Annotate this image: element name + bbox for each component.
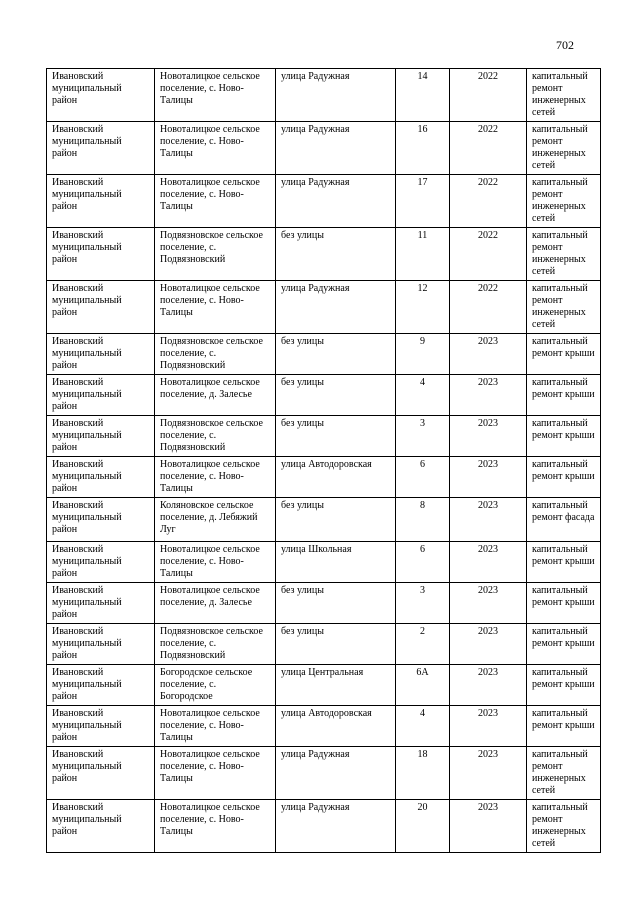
table-row xyxy=(47,665,601,706)
year-cell: 2023 xyxy=(450,334,527,375)
house-number-cell: 4 xyxy=(396,706,450,747)
year-cell: 2023 xyxy=(450,416,527,457)
settlement-cell: Подвязновское сельское поселение, с. Подвязновский xyxy=(155,416,276,457)
settlement-cell: Новоталицкое сельское поселение, с. Ново-Талицы xyxy=(155,800,276,853)
house-number-cell: 9 xyxy=(396,334,450,375)
year-cell: 2022 xyxy=(450,122,527,175)
table-row xyxy=(47,416,601,457)
year-cell: 2023 xyxy=(450,542,527,583)
table-row xyxy=(47,747,601,800)
street-cell: улица Радужная xyxy=(276,122,396,175)
house-number-cell: 3 xyxy=(396,583,450,624)
table-row xyxy=(47,542,601,583)
table-row xyxy=(47,228,601,281)
work-type-cell: капитальный ремонт крыши xyxy=(527,457,601,498)
table-row xyxy=(47,498,601,542)
table-row xyxy=(47,583,601,624)
district-cell: Ивановский муниципальный район xyxy=(47,122,155,175)
house-number-cell: 8 xyxy=(396,498,450,542)
street-cell: улица Радужная xyxy=(276,175,396,228)
house-number-cell: 3 xyxy=(396,416,450,457)
street-cell: улица Радужная xyxy=(276,281,396,334)
district-cell: Ивановский муниципальный район xyxy=(47,228,155,281)
street-cell: улица Центральная xyxy=(276,665,396,706)
district-cell: Ивановский муниципальный район xyxy=(47,542,155,583)
work-type-cell: капитальный ремонт крыши xyxy=(527,375,601,416)
district-cell: Ивановский муниципальный район xyxy=(47,416,155,457)
district-cell: Ивановский муниципальный район xyxy=(47,583,155,624)
settlement-cell: Новоталицкое сельское поселение, с. Ново-Талицы xyxy=(155,175,276,228)
street-cell: улица Автодоровская xyxy=(276,457,396,498)
district-cell: Ивановский муниципальный район xyxy=(47,457,155,498)
house-number-cell: 18 xyxy=(396,747,450,800)
street-cell: без улицы xyxy=(276,498,396,542)
work-type-cell: капитальный ремонт инженерных сетей xyxy=(527,228,601,281)
district-cell: Ивановский муниципальный район xyxy=(47,706,155,747)
table-row xyxy=(47,375,601,416)
work-type-cell: капитальный ремонт фасада xyxy=(527,498,601,542)
settlement-cell: Коляновское сельское поселение, д. Лебяжий Луг xyxy=(155,498,276,542)
house-number-cell: 2 xyxy=(396,624,450,665)
year-cell: 2023 xyxy=(450,747,527,800)
settlement-cell: Новоталицкое сельское поселение, с. Ново-Талицы xyxy=(155,69,276,122)
work-type-cell: капитальный ремонт инженерных сетей xyxy=(527,747,601,800)
settlement-cell: Подвязновское сельское поселение, с. Подвязновский xyxy=(155,624,276,665)
year-cell: 2023 xyxy=(450,498,527,542)
settlement-cell: Новоталицкое сельское поселение, д. Залесье xyxy=(155,583,276,624)
settlement-cell: Новоталицкое сельское поселение, с. Ново-Талицы xyxy=(155,457,276,498)
table-row xyxy=(47,457,601,498)
table-row xyxy=(47,175,601,228)
district-cell: Ивановский муниципальный район xyxy=(47,375,155,416)
work-type-cell: капитальный ремонт инженерных сетей xyxy=(527,69,601,122)
table-row xyxy=(47,800,601,853)
house-number-cell: 6А xyxy=(396,665,450,706)
year-cell: 2023 xyxy=(450,583,527,624)
table-body xyxy=(47,69,601,853)
district-cell: Ивановский муниципальный район xyxy=(47,747,155,800)
settlement-cell: Новоталицкое сельское поселение, с. Ново-Талицы xyxy=(155,122,276,175)
street-cell: улица Радужная xyxy=(276,747,396,800)
street-cell: без улицы xyxy=(276,228,396,281)
district-cell: Ивановский муниципальный район xyxy=(47,498,155,542)
settlement-cell: Новоталицкое сельское поселение, с. Ново-Талицы xyxy=(155,281,276,334)
house-number-cell: 14 xyxy=(396,69,450,122)
house-number-cell: 11 xyxy=(396,228,450,281)
year-cell: 2022 xyxy=(450,281,527,334)
year-cell: 2023 xyxy=(450,375,527,416)
work-type-cell: капитальный ремонт крыши xyxy=(527,416,601,457)
year-cell: 2023 xyxy=(450,457,527,498)
work-type-cell: капитальный ремонт инженерных сетей xyxy=(527,800,601,853)
table-row xyxy=(47,69,601,122)
district-cell: Ивановский муниципальный район xyxy=(47,624,155,665)
district-cell: Ивановский муниципальный район xyxy=(47,665,155,706)
year-cell: 2022 xyxy=(450,69,527,122)
year-cell: 2023 xyxy=(450,665,527,706)
street-cell: без улицы xyxy=(276,583,396,624)
work-type-cell: капитальный ремонт крыши xyxy=(527,706,601,747)
work-type-cell: капитальный ремонт инженерных сетей xyxy=(527,175,601,228)
house-number-cell: 6 xyxy=(396,542,450,583)
street-cell: улица Автодоровская xyxy=(276,706,396,747)
housing-registry-table xyxy=(46,68,601,853)
house-number-cell: 6 xyxy=(396,457,450,498)
district-cell: Ивановский муниципальный район xyxy=(47,800,155,853)
street-cell: улица Школьная xyxy=(276,542,396,583)
house-number-cell: 16 xyxy=(396,122,450,175)
settlement-cell: Новоталицкое сельское поселение, д. Залесье xyxy=(155,375,276,416)
settlement-cell: Новоталицкое сельское поселение, с. Ново-Талицы xyxy=(155,747,276,800)
table-row xyxy=(47,281,601,334)
work-type-cell: капитальный ремонт крыши xyxy=(527,665,601,706)
year-cell: 2023 xyxy=(450,624,527,665)
house-number-cell: 17 xyxy=(396,175,450,228)
street-cell: без улицы xyxy=(276,624,396,665)
year-cell: 2023 xyxy=(450,706,527,747)
work-type-cell: капитальный ремонт крыши xyxy=(527,624,601,665)
street-cell: без улицы xyxy=(276,334,396,375)
table-row xyxy=(47,706,601,747)
house-number-cell: 12 xyxy=(396,281,450,334)
work-type-cell: капитальный ремонт инженерных сетей xyxy=(527,281,601,334)
work-type-cell: капитальный ремонт инженерных сетей xyxy=(527,122,601,175)
year-cell: 2023 xyxy=(450,800,527,853)
table-row xyxy=(47,334,601,375)
page-number: 702 xyxy=(556,38,574,52)
year-cell: 2022 xyxy=(450,228,527,281)
house-number-cell: 4 xyxy=(396,375,450,416)
district-cell: Ивановский муниципальный район xyxy=(47,69,155,122)
work-type-cell: капитальный ремонт крыши xyxy=(527,542,601,583)
table-row xyxy=(47,122,601,175)
street-cell: без улицы xyxy=(276,375,396,416)
street-cell: улица Радужная xyxy=(276,69,396,122)
settlement-cell: Новоталицкое сельское поселение, с. Ново-Талицы xyxy=(155,542,276,583)
settlement-cell: Новоталицкое сельское поселение, с. Ново-Талицы xyxy=(155,706,276,747)
table-row xyxy=(47,624,601,665)
house-number-cell: 20 xyxy=(396,800,450,853)
street-cell: улица Радужная xyxy=(276,800,396,853)
year-cell: 2022 xyxy=(450,175,527,228)
settlement-cell: Богородское сельское поселение, с. Богородское xyxy=(155,665,276,706)
settlement-cell: Подвязновское сельское поселение, с. Подвязновский xyxy=(155,334,276,375)
district-cell: Ивановский муниципальный район xyxy=(47,175,155,228)
district-cell: Ивановский муниципальный район xyxy=(47,334,155,375)
district-cell: Ивановский муниципальный район xyxy=(47,281,155,334)
settlement-cell: Подвязновское сельское поселение, с. Подвязновский xyxy=(155,228,276,281)
street-cell: без улицы xyxy=(276,416,396,457)
work-type-cell: капитальный ремонт крыши xyxy=(527,583,601,624)
work-type-cell: капитальный ремонт крыши xyxy=(527,334,601,375)
